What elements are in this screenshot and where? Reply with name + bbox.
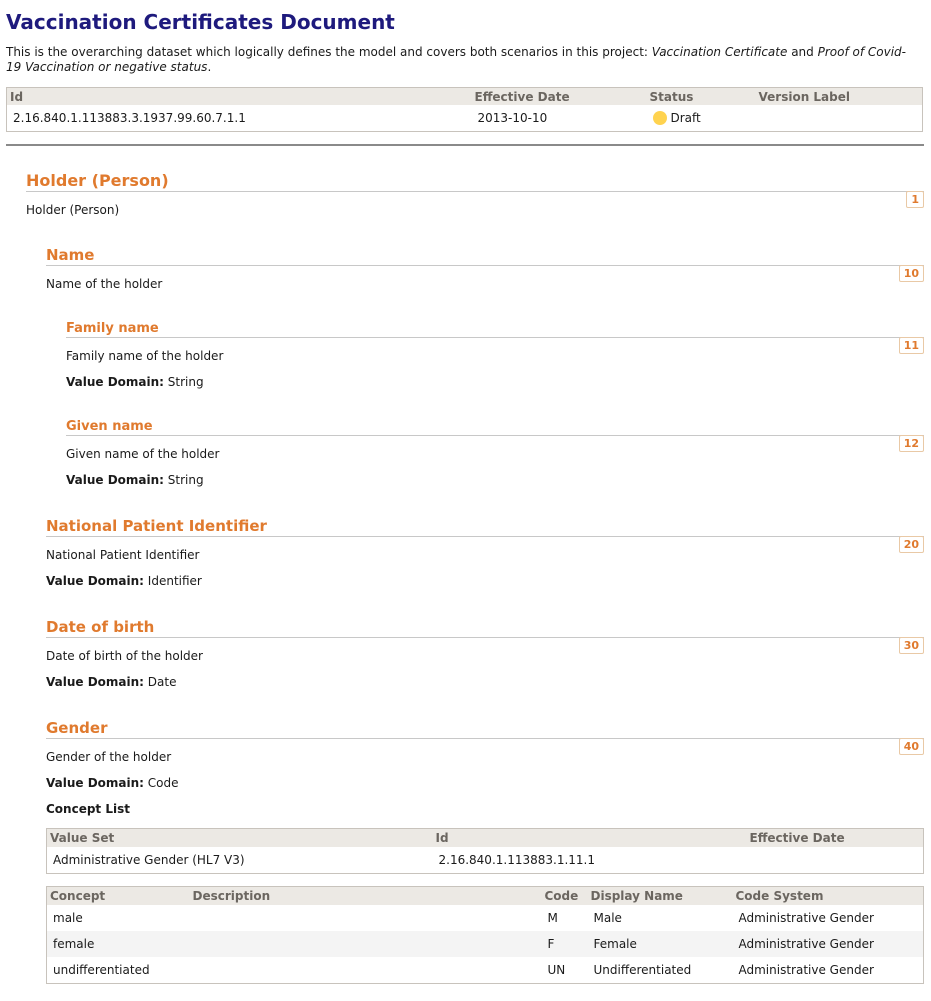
concept-list-label: Concept List: [46, 802, 130, 816]
value-domain-label: Value Domain:: [66, 473, 164, 487]
value-domain: [46, 675, 924, 689]
meta-version-label: [756, 105, 923, 132]
concept-description: Family name of the holder: [66, 349, 224, 363]
concept-number-badge: 1: [906, 191, 924, 208]
row-code: UN: [547, 963, 566, 977]
concept-heading[interactable]: [66, 419, 924, 450]
row-concept: male: [53, 911, 83, 925]
concept-national-patient-identifier: [46, 517, 924, 588]
concept-code-header-row: [47, 887, 924, 906]
concept-description: Gender of the holder: [46, 750, 172, 764]
concept-name: [46, 246, 924, 291]
table-row: [47, 905, 924, 931]
dataset-description: [6, 45, 921, 75]
concept-date-of-birth: [46, 618, 924, 689]
value-set-header-row: [47, 829, 924, 848]
row-concept: undifferentiated: [53, 963, 150, 977]
meta-header-row: [7, 88, 923, 106]
concept-description: Name of the holder: [46, 277, 163, 291]
concept-description: Date of birth of the holder: [46, 649, 203, 663]
value-domain-value: String: [167, 473, 204, 487]
value-set-effective-date: [747, 847, 924, 874]
concept-title: Holder (Person): [26, 171, 169, 190]
concept-title: National Patient Identifier: [46, 517, 267, 535]
header-description: Description: [190, 887, 542, 906]
dataset-meta-table: [6, 87, 923, 132]
row-display-name: Male: [593, 911, 622, 925]
meta-status-cell: [647, 105, 756, 132]
meta-row: [7, 105, 923, 132]
row-description: [190, 931, 542, 957]
value-set-header-effective-date: Effective Date: [747, 829, 924, 848]
value-domain: [66, 473, 924, 487]
concept-title: Name: [46, 246, 95, 264]
status-dot-icon: [653, 111, 667, 125]
concept-description: Holder (Person): [26, 203, 120, 217]
concept-heading[interactable]: [46, 517, 924, 551]
concept-heading[interactable]: [46, 719, 924, 753]
row-code-system: Administrative Gender: [738, 911, 874, 925]
meta-header-version-label: Version Label: [756, 88, 923, 106]
row-display-name: Female: [588, 931, 733, 957]
concept-number-badge: 10: [899, 265, 924, 282]
row-display-name: Undifferentiated: [593, 963, 692, 977]
header-code-system: Code System: [733, 887, 924, 906]
concept-title: Date of birth: [46, 618, 155, 636]
value-set-id: 2.16.840.1.113883.1.11.1: [438, 853, 595, 867]
meta-header-effective-date: Effective Date: [472, 88, 647, 106]
concept-heading[interactable]: [46, 246, 924, 280]
row-code: M: [547, 911, 558, 925]
row-description: [190, 905, 542, 931]
value-set-name-link[interactable]: Administrative Gender (HL7 V3): [53, 853, 245, 867]
table-row: [47, 957, 924, 984]
concept-number-badge: 11: [899, 337, 924, 354]
header-concept: Concept: [47, 887, 190, 906]
table-row: [47, 931, 924, 957]
intro-mid: and: [787, 45, 818, 59]
row-description: [190, 957, 542, 984]
value-domain-value: String: [167, 375, 204, 389]
value-set-row: [47, 847, 924, 874]
value-domain-label: Value Domain:: [46, 776, 144, 790]
concept-code-table: [46, 886, 924, 984]
concept-heading[interactable]: [26, 171, 924, 206]
concept-title: Gender: [46, 719, 108, 737]
value-set-header-name: Value Set: [47, 829, 433, 848]
concept-given-name: [66, 419, 924, 487]
value-domain-label: Value Domain:: [46, 675, 144, 689]
concept-heading[interactable]: [66, 321, 924, 352]
meta-id: 2.16.840.1.113883.3.1937.99.60.7.1.1: [13, 111, 246, 125]
meta-header-status: Status: [647, 88, 756, 106]
meta-effective-date: 2013-10-10: [477, 111, 548, 125]
row-code-system: Administrative Gender: [738, 963, 874, 977]
concept-number-badge: 12: [899, 435, 924, 452]
value-domain-value: Identifier: [147, 574, 202, 588]
concept-description: Given name of the holder: [66, 447, 220, 461]
value-domain-label: Value Domain:: [66, 375, 164, 389]
section-divider: [6, 144, 924, 146]
concept-description: National Patient Identifier: [46, 548, 200, 562]
concept-number-badge: 30: [899, 637, 924, 654]
concept-holder: [26, 171, 924, 217]
concept-number-badge: 40: [899, 738, 924, 755]
value-domain: [46, 574, 924, 588]
page-title: Vaccination Certificates Document: [6, 10, 395, 34]
meta-header-id: Id: [7, 88, 472, 106]
value-domain-label: Value Domain:: [46, 574, 144, 588]
row-code: F: [542, 931, 588, 957]
meta-status: Draft: [670, 111, 701, 125]
intro-suffix: .: [207, 60, 212, 74]
value-set-header-id: Id: [433, 829, 747, 848]
concept-number-badge: 20: [899, 536, 924, 553]
value-domain-value: Code: [147, 776, 179, 790]
concept-gender: [46, 719, 924, 816]
row-concept: female: [47, 931, 190, 957]
value-domain-value: Date: [147, 675, 177, 689]
value-domain: [46, 776, 924, 790]
value-domain: [66, 375, 924, 389]
intro-prefix: This is the overarching dataset which logically defines the model and covers both scenarios in this project:: [6, 45, 652, 59]
header-display-name: Display Name: [588, 887, 733, 906]
concept-title: Family name: [66, 321, 159, 336]
concept-title: Given name: [66, 419, 153, 434]
concept-family-name: [66, 321, 924, 389]
value-set-table: [46, 828, 924, 874]
concept-heading[interactable]: [46, 618, 924, 652]
row-code-system: Administrative Gender: [733, 931, 924, 957]
intro-scenario-1: Vaccination Certificate: [651, 45, 788, 59]
header-code: Code: [542, 887, 588, 906]
intro-scenario-2: Proof of Covid-19 Vaccination or negative status: [6, 45, 906, 74]
